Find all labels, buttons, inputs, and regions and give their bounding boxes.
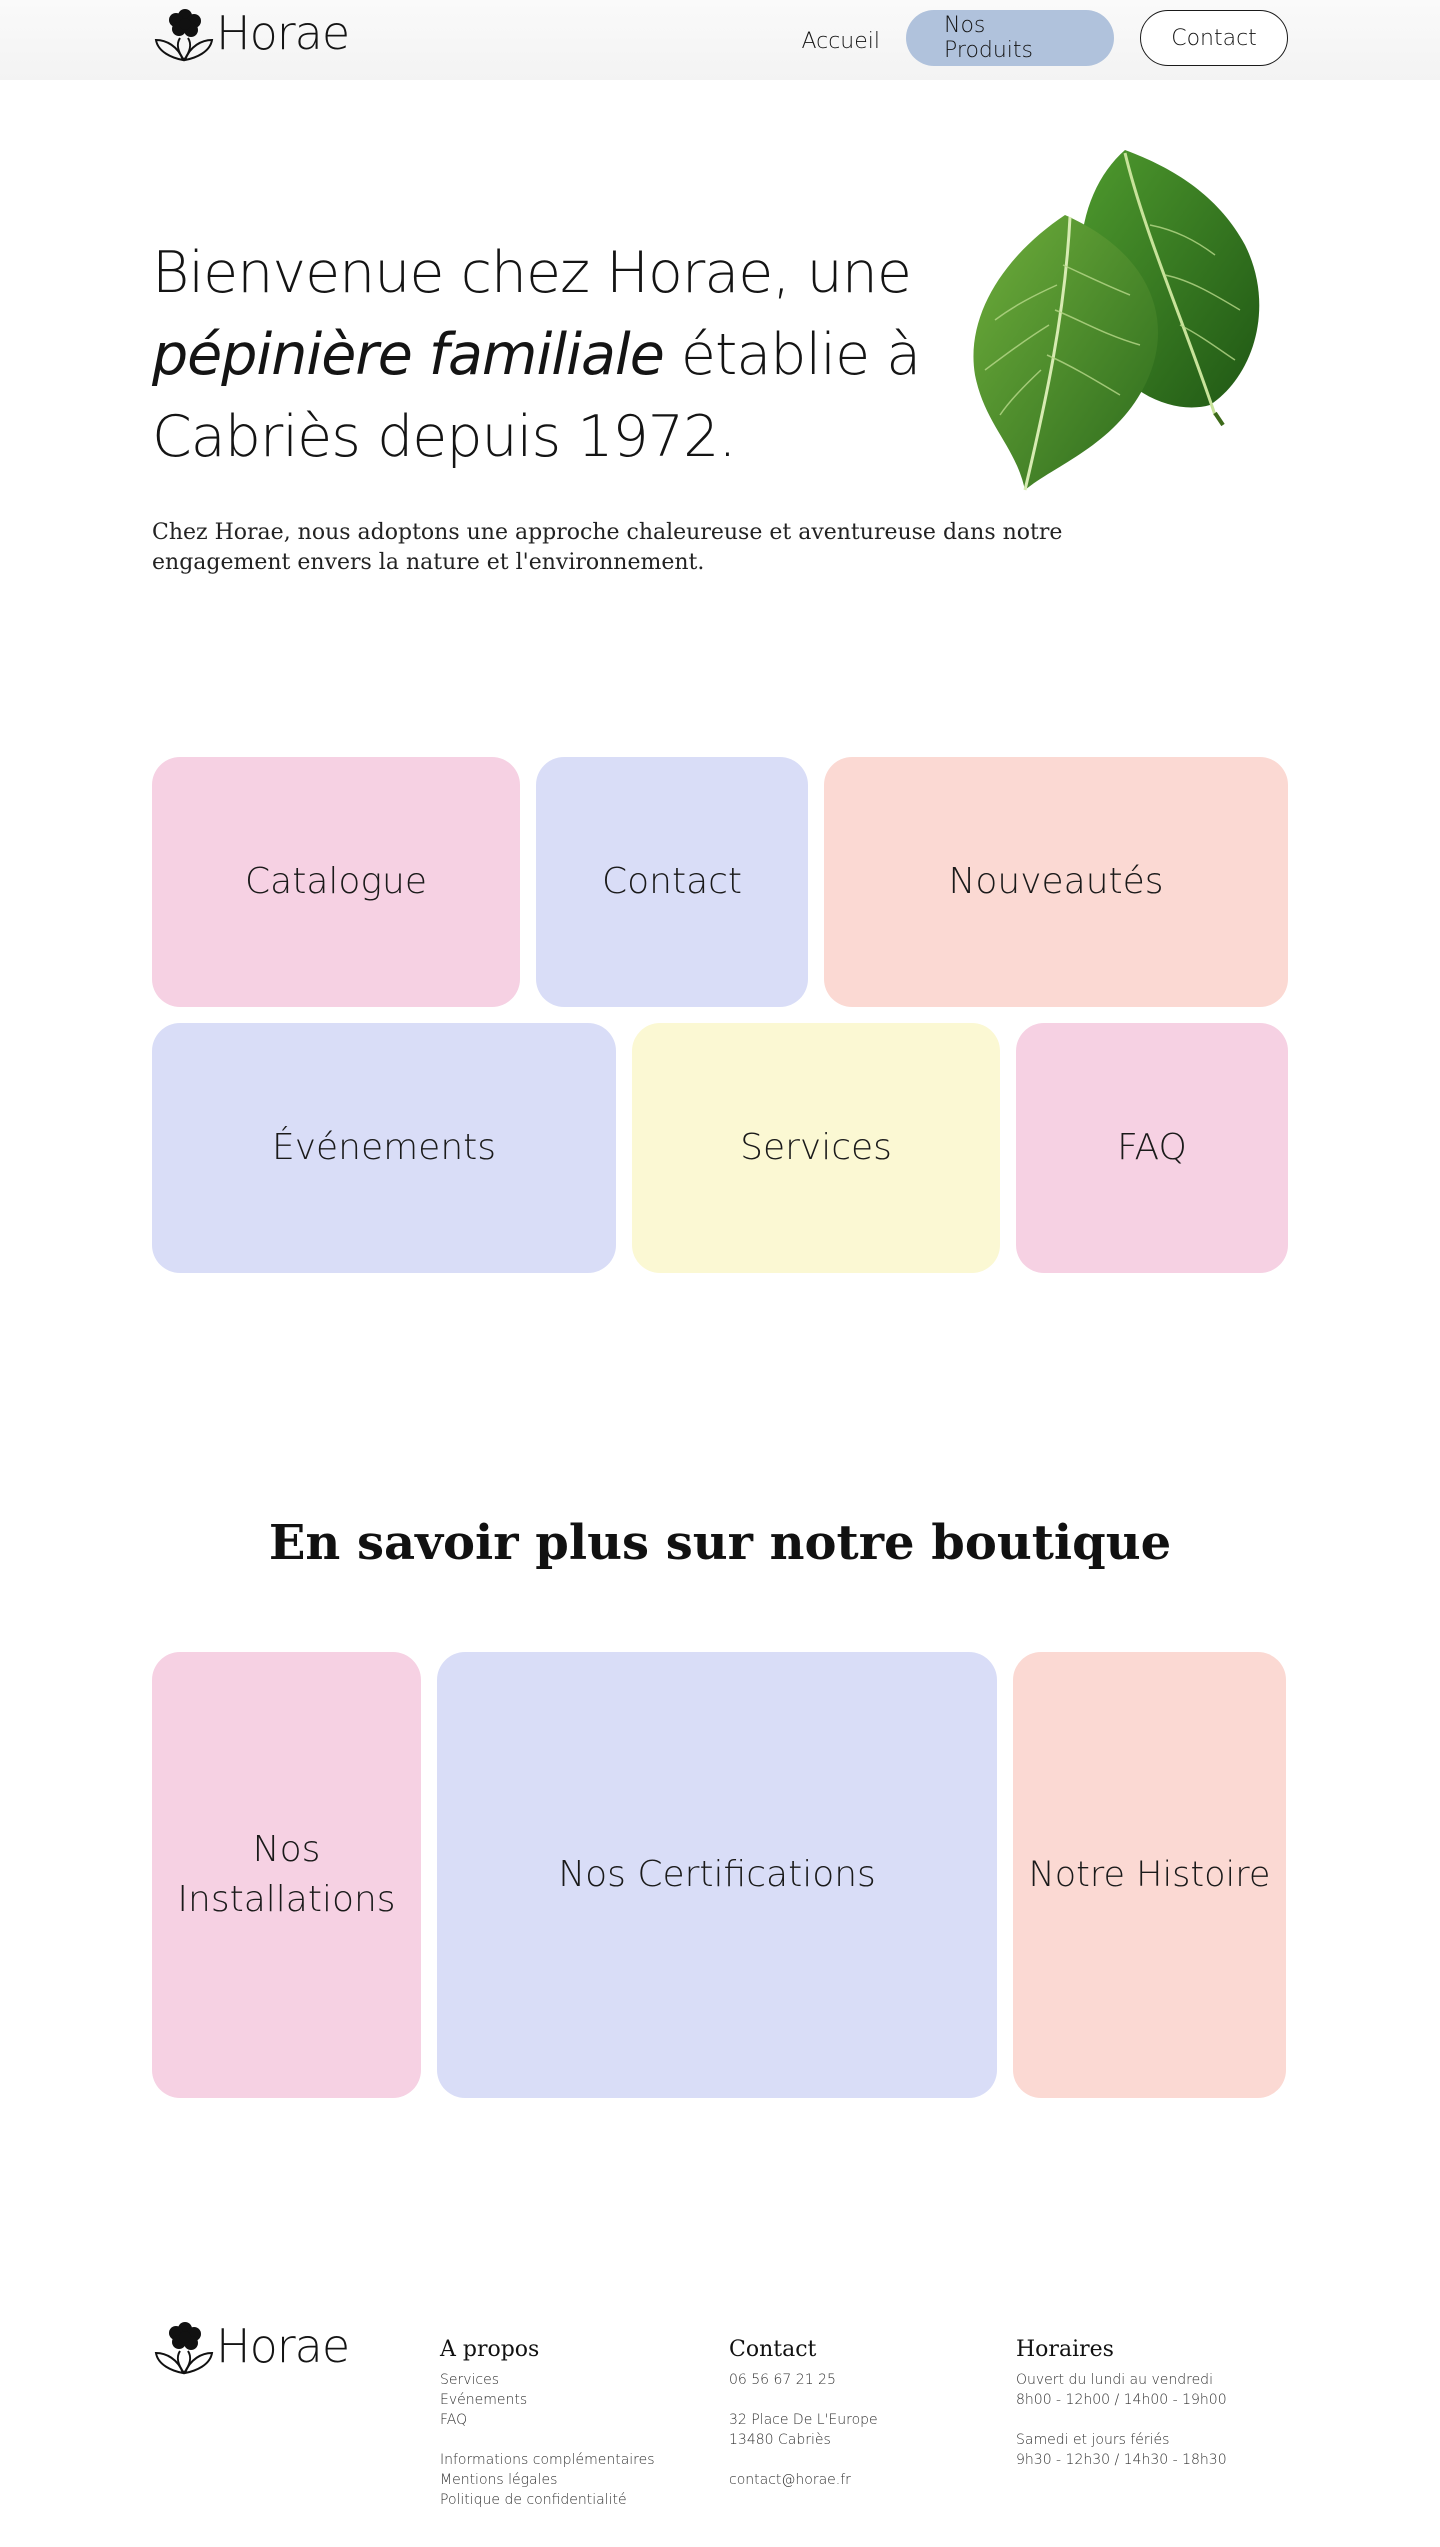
footer-brand-name: Horae — [216, 2319, 350, 2373]
footer-hours-title: Horaires — [1016, 2337, 1114, 2362]
footer-weekday-hours: 8h00 - 12h00 / 14h00 - 19h00 — [1016, 2392, 1227, 2408]
footer-logo[interactable] — [152, 2315, 349, 2377]
nav-home-link[interactable]: Accueil — [801, 28, 880, 54]
footer-contact — [729, 2337, 878, 2490]
tile-contact-label: Contact — [601, 861, 743, 902]
footer-link-faq[interactable]: FAQ — [440, 2412, 468, 2428]
hero-title-italic: pépinière familiale — [152, 322, 664, 388]
footer-gap — [440, 2430, 655, 2450]
brand-name: Horae — [216, 6, 350, 60]
footer-hours — [1016, 2337, 1227, 2470]
footer-link-privacy[interactable]: Politique de confidentialité — [440, 2492, 627, 2508]
tile-catalogue-label: Catalogue — [245, 861, 427, 902]
footer-address-line2: 13480 Cabriès — [729, 2432, 831, 2448]
nav-products-button[interactable]: Nos Produits — [906, 10, 1114, 66]
hero-title — [152, 232, 932, 478]
footer-link-mentions[interactable]: Mentions légales — [440, 2472, 558, 2488]
card-certifications-label: Nos Certifications — [558, 1854, 876, 1895]
card-histoire[interactable] — [1013, 1652, 1286, 2098]
tile-faq-label: FAQ — [1117, 1127, 1187, 1168]
main-nav — [801, 10, 1288, 66]
footer-phone[interactable]: 06 56 67 21 25 — [729, 2372, 836, 2388]
footer-address-line1: 32 Place De L'Europe — [729, 2412, 878, 2428]
tile-contact[interactable] — [536, 757, 808, 1007]
footer-link-services[interactable]: Services — [440, 2372, 500, 2388]
footer-weekend-hours: 9h30 - 12h30 / 14h30 - 18h30 — [1016, 2452, 1227, 2468]
brand-logo[interactable] — [152, 2, 349, 64]
flower-logo-icon — [152, 2, 214, 64]
leaf-illustration-icon — [945, 145, 1275, 495]
footer-about-title: A propos — [440, 2337, 540, 2362]
footer-gap — [729, 2390, 878, 2410]
hero-title-part1: Bienvenue chez Horae, une — [152, 240, 911, 306]
card-histoire-label: Notre Histoire — [1028, 1855, 1271, 1895]
hero-title-part2: établie à Cabriès depuis 1972. — [152, 322, 921, 470]
footer-weekday-label: Ouvert du lundi au vendredi — [1016, 2372, 1213, 2388]
footer-email[interactable]: contact@horae.fr — [729, 2472, 851, 2488]
footer-link-evenements[interactable]: Evénements — [440, 2392, 528, 2408]
tile-nouveautes[interactable] — [824, 757, 1288, 1007]
tile-services[interactable] — [632, 1023, 1000, 1273]
tile-nouveautes-label: Nouveautés — [948, 861, 1164, 902]
tile-evenements[interactable] — [152, 1023, 616, 1273]
flower-logo-icon — [152, 2315, 214, 2377]
footer-weekend-label: Samedi et jours fériés — [1016, 2432, 1170, 2448]
footer-about — [440, 2337, 655, 2510]
site-header — [0, 0, 1440, 80]
footer-gap — [729, 2450, 878, 2470]
card-installations[interactable] — [152, 1652, 421, 2098]
footer-gap — [1016, 2410, 1227, 2430]
tile-faq[interactable] — [1016, 1023, 1288, 1273]
card-certifications[interactable] — [437, 1652, 997, 2098]
shop-section-title: En savoir plus sur notre boutique — [268, 1515, 1172, 1571]
footer-link-infos[interactable]: Informations complémentaires — [440, 2452, 655, 2468]
footer-contact-title: Contact — [729, 2337, 817, 2362]
tile-services-label: Services — [740, 1127, 892, 1168]
tile-catalogue[interactable] — [152, 757, 520, 1007]
hero-subtitle: Chez Horae, nous adoptons une approche chaleureuse et aventureuse dans notre engagement envers la nature et l'environnement. — [152, 520, 1063, 575]
card-installations-label: Nos Installations — [177, 1829, 396, 1920]
nav-contact-button[interactable]: Contact — [1140, 10, 1288, 66]
tile-evenements-label: Événements — [271, 1127, 497, 1168]
